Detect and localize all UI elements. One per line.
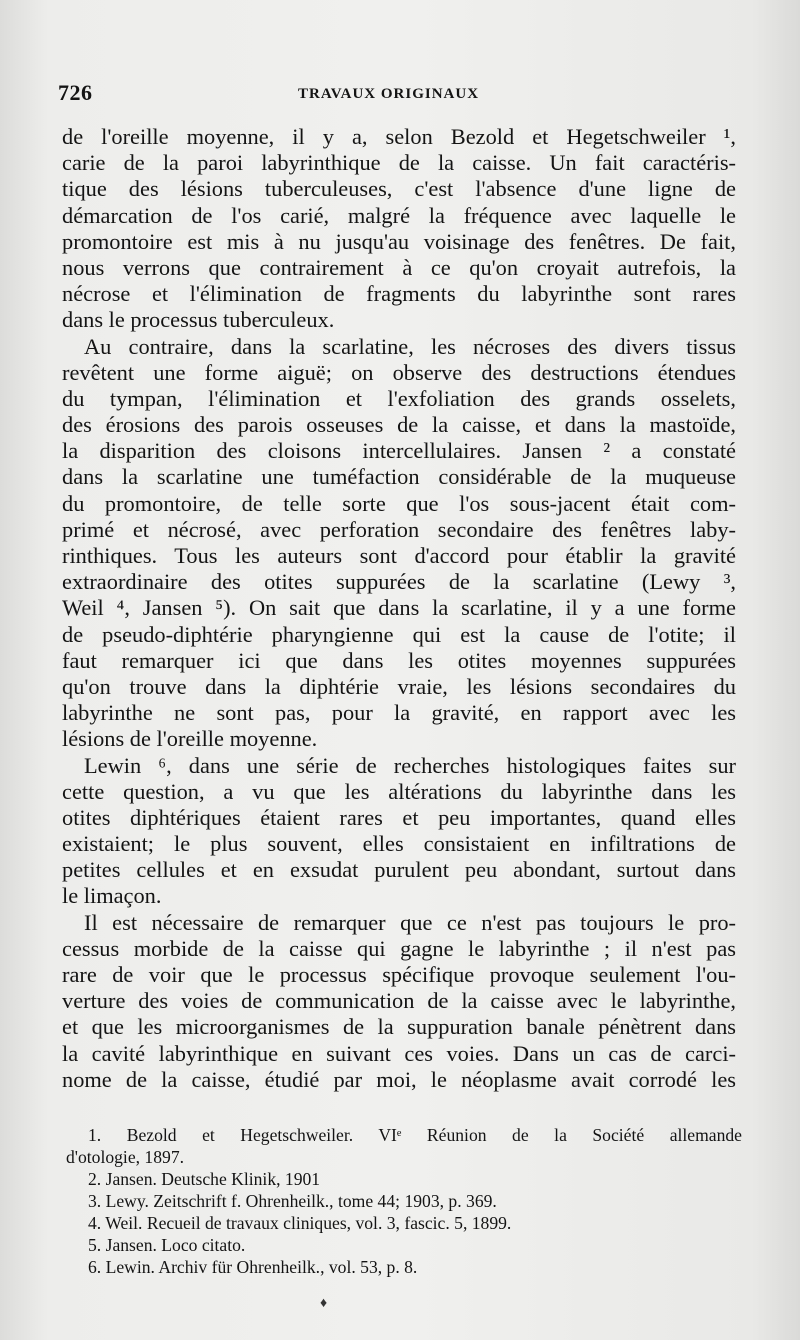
text-line: la cavité labyrinthique en suivant ces voies. Dans un cas de carci-	[62, 1040, 736, 1066]
text-line: dans la scarlatine une tuméfaction considérable de la muqueuse	[62, 464, 736, 490]
text-line: nome de la caisse, étudié par moi, le néoplasme avait corrodé les	[62, 1066, 736, 1092]
footnote: 5. Jansen. Loco citato.	[88, 1235, 246, 1255]
text-line: dans le processus tuberculeux.	[62, 307, 335, 333]
text-line: nous verrons que contrairement à ce qu'on croyait autrefois, la	[62, 254, 736, 280]
footnote: 1. Bezold et Hegetschweiler. VIᵉ Réunion de la Société allemande	[88, 1125, 742, 1145]
text-line: rinthiques. Tous les auteurs sont d'accord pour établir la gravité	[62, 543, 736, 568]
footnotes	[66, 1124, 742, 1278]
text-line: de l'oreille moyenne, il y a, selon Bezold et Hegetschweiler ¹,	[62, 124, 736, 149]
footnote: 4. Weil. Recueil de travaux cliniques, vol. 3, fascic. 5, 1899.	[88, 1213, 512, 1233]
text-line: Au contraire, dans la scarlatine, les nécroses des divers tissus	[84, 333, 736, 359]
text-line: extraordinaire des otites suppurées de la scarlatine (Lewy ³,	[62, 569, 736, 595]
text-line: Weil ⁴, Jansen ⁵). On sait que dans la scarlatine, il y a une forme	[62, 595, 736, 621]
text-line: rare de voir que le processus spécifique provoque seulement l'ou-	[62, 962, 736, 987]
text-line: promontoire est mis à nu jusqu'au voisinage des fenêtres. De fait,	[62, 228, 736, 254]
footnote: 3. Lewy. Zeitschrift f. Ohrenheilk., tome 44; 1903, p. 369.	[88, 1191, 497, 1211]
text-line: tique des lésions tuberculeuses, c'est l'absence d'une ligne de	[62, 176, 736, 202]
text-line: revêtent une forme aiguë; on observe des destructions étendues	[62, 359, 736, 385]
text-line: de pseudo-diphtérie pharyngienne qui est la cause de l'otite; il	[62, 621, 736, 647]
text-line: otites diphtériques étaient rares et peu importantes, quand elles	[62, 804, 736, 830]
text-line: cette question, a vu que les altérations du labyrinthe dans les	[62, 778, 736, 804]
page-header	[58, 80, 748, 114]
text-line: primé et nécrosé, avec perforation secondaire des fenêtres laby-	[62, 516, 736, 542]
text-line: qu'on trouve dans la diphtérie vraie, les lésions secondaires du	[62, 673, 736, 699]
text-line: carie de la paroi labyrinthique de la caisse. Un fait caractéris-	[62, 150, 736, 176]
text-line: du promontoire, de telle sorte que l'os sous-jacent était com-	[62, 490, 736, 516]
text-line: nécrose et l'élimination de fragments du labyrinthe sont rares	[62, 281, 736, 307]
text-line: verture des voies de communication de la caisse avec le labyrinthe,	[62, 988, 736, 1014]
text-line: démarcation de l'os carié, malgré la fréquence avec laquelle le	[62, 202, 736, 228]
page-number: 726	[58, 80, 93, 105]
text-line: du tympan, l'élimination et l'exfoliation des grands osselets,	[62, 385, 736, 411]
text-line: faut remarquer ici que dans les otites moyennes suppurées	[62, 647, 736, 673]
running-head: TRAVAUX ORIGINAUX	[298, 86, 480, 102]
text-line: le limaçon.	[62, 883, 162, 909]
bottom-mark: ♦	[320, 1296, 328, 1311]
text-line: Il est nécessaire de remarquer que ce n'est pas toujours le pro-	[84, 909, 736, 935]
text-line: labyrinthe ne sont pas, pour la gravité, en rapport avec les	[62, 700, 736, 726]
text-line: et que les microorganismes de la suppuration banale pénètrent dans	[62, 1014, 736, 1040]
text-line: Lewin ⁶, dans une série de recherches histologiques faites sur	[84, 752, 736, 778]
body-text	[62, 124, 736, 1093]
footnote: 6. Lewin. Archiv für Ohrenheilk., vol. 53, p. 8.	[88, 1257, 418, 1277]
text-line: lésions de l'oreille moyenne.	[62, 726, 318, 752]
text-line: cessus morbide de la caisse qui gagne le labyrinthe ; il n'est pas	[62, 935, 736, 961]
footnote: d'otologie, 1897.	[66, 1147, 185, 1167]
text-line: des érosions des parois osseuses de la caisse, et dans la mastoïde,	[62, 412, 736, 438]
text-line: existaient; le plus souvent, elles consistaient en infiltrations de	[62, 831, 736, 857]
text-line: la disparition des cloisons intercellulaires. Jansen ² a constaté	[62, 438, 736, 464]
text-line: petites cellules et en exsudat purulent peu abondant, surtout dans	[62, 857, 736, 883]
footnote: 2. Jansen. Deutsche Klinik, 1901	[88, 1169, 321, 1189]
